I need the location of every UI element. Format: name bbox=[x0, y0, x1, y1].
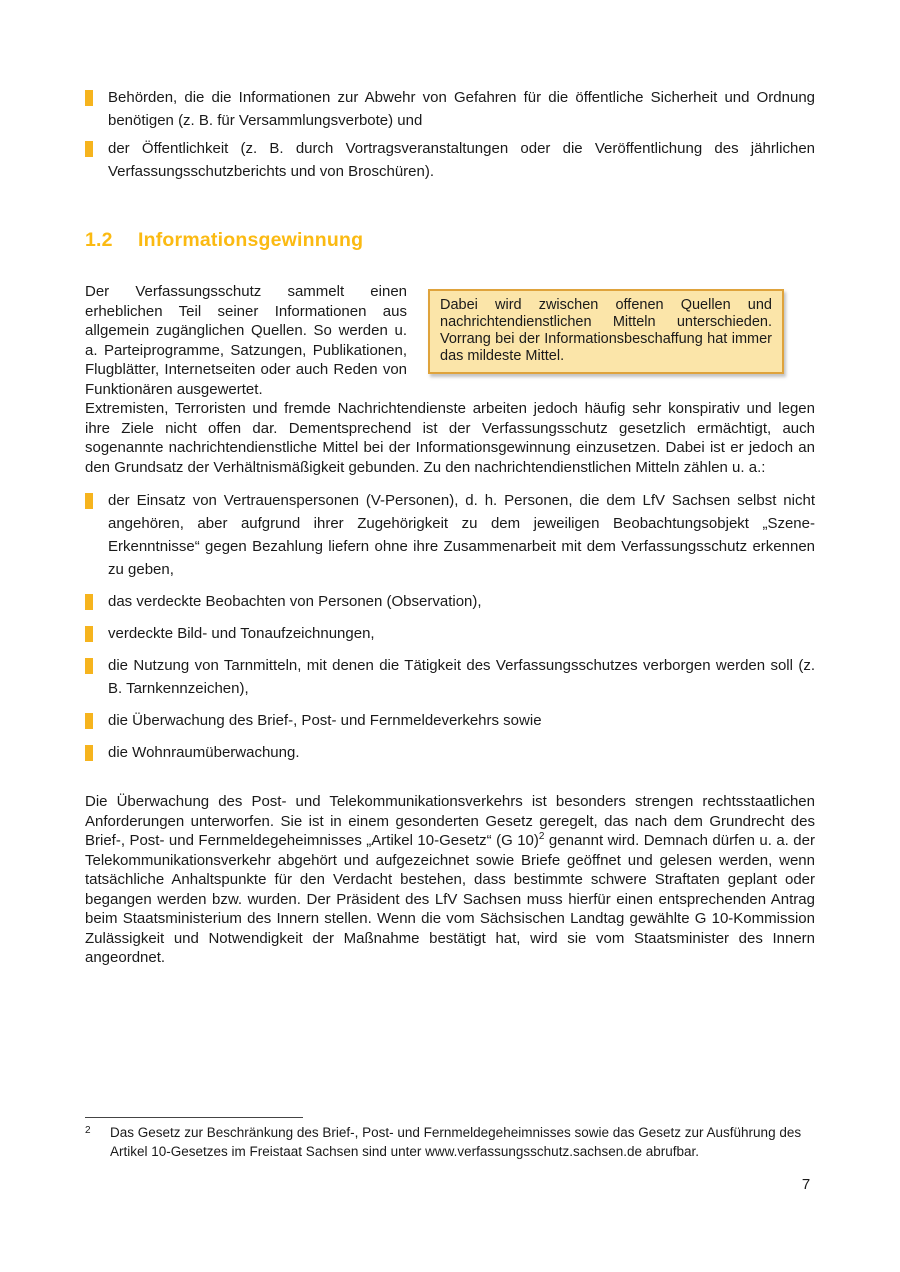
square-bullet-icon bbox=[85, 713, 93, 729]
document-content bbox=[85, 86, 815, 968]
intro-paragraph: Der Verfassungsschutz sammelt einen erheblichen Teil seiner Informationen aus allgemein zugänglichen Quellen. So werden u. a. Parteiprogramme, Satzungen, Publikationen, Flugblätter, Internetseiten oder auch Reden von Funktionären ausgewertet. bbox=[85, 283, 407, 398]
bullet-text: die Nutzung von Tarnmitteln, mit denen die Tätigkeit des Verfassungsschutzes verborgen werden soll (z. B. Tarnkennzeichen), bbox=[108, 657, 815, 697]
footnote-text: Das Gesetz zur Beschränkung des Brief-, Post- und Fernmeldegeheimnisses sowie das Gesetz zur Ausführung des Artikel 10-Gesetzes im Freistaat Sachsen sind unter www.verfassungsschutz.sachsen.de abrufbar. bbox=[110, 1125, 802, 1159]
footnote-body bbox=[85, 1124, 815, 1161]
footnote-separator bbox=[85, 1117, 303, 1118]
section-title: Informationsgewinnung bbox=[138, 229, 364, 251]
list-item bbox=[85, 590, 815, 613]
square-bullet-icon bbox=[85, 626, 93, 642]
square-bullet-icon bbox=[85, 90, 93, 106]
closing-text-after: genannt wird. Demnach dürfen u. a. der Telekommunikationsverkehr abgehört und aufgezeichnet sowie Briefe geöffnet und gelesen werden, wenn tatsächliche Anhaltspunkte für den Verdacht bestehen, dass bestimmte schwere Straftaten geplant oder begangen werden bzw. wurden. Der Präsident des LfV Sachsen muss hierfür einen entsprechenden Antrag beim Staatsministerium des Innern stellen. Wenn die vom Sächsischen Landtag gewählte G 10-Kommission Zulässigkeit und Notwendigkeit der Maßnahme bestätigt hat, wird sie vom Staatsminister des Innern angeordnet. bbox=[85, 832, 815, 966]
footnote-marker: 2 bbox=[85, 1125, 91, 1136]
square-bullet-icon bbox=[85, 493, 93, 509]
intro-with-callout bbox=[85, 282, 815, 399]
footnote-reference: 2 bbox=[538, 831, 545, 842]
square-bullet-icon bbox=[85, 141, 93, 157]
square-bullet-icon bbox=[85, 658, 93, 674]
bullet-text: die Wohnraumüberwachung. bbox=[108, 744, 300, 761]
list-item bbox=[85, 654, 815, 700]
list-item bbox=[85, 622, 815, 645]
list-item bbox=[85, 137, 815, 183]
paragraph-conspiracy: Extremisten, Terroristen und fremde Nachrichtendienste arbeiten jedoch häufig sehr konspirativ und legen ihre Ziele nicht offen dar. Dementsprechend ist der Verfassungsschutz gesetzlich ermächtigt, auch sogenannte nachrichtendienstliche Mittel bei der Informationsgewinnung einzusetzen. Dabei ist er jedoch an den Grundsatz der Verhältnismäßigkeit gebunden. Zu den nachrichtendienstlichen Mitteln zählen u. a.: bbox=[85, 400, 815, 476]
bullet-text: verdeckte Bild- und Tonaufzeichnungen, bbox=[108, 625, 375, 642]
list-item bbox=[85, 489, 815, 581]
closing-paragraph bbox=[85, 792, 815, 968]
bullet-text: Behörden, die die Informationen zur Abwehr von Gefahren für die öffentliche Sicherheit und Ordnung benötigen (z. B. für Versammlungsverbote) und bbox=[108, 89, 815, 129]
callout-box bbox=[428, 289, 784, 374]
list-item bbox=[85, 709, 815, 732]
bullet-text: das verdeckte Beobachten von Personen (Observation), bbox=[108, 593, 482, 610]
footnote bbox=[85, 1117, 815, 1161]
section-heading bbox=[85, 229, 815, 252]
bullet-text: der Öffentlichkeit (z. B. durch Vortragsveranstaltungen oder die Veröffentlichung des jährlichen Verfassungsschutzberichts und von Broschüren). bbox=[108, 140, 815, 180]
bullet-text: die Überwachung des Brief-, Post- und Fernmeldeverkehrs sowie bbox=[108, 712, 542, 729]
square-bullet-icon bbox=[85, 594, 93, 610]
list-item bbox=[85, 741, 815, 764]
intro-bullet-list bbox=[85, 86, 815, 183]
square-bullet-icon bbox=[85, 745, 93, 761]
closing-text-before: Die Überwachung des Post- und Telekommunikationsverkehrs ist besonders strengen rechtsstaatlichen Anforderungen unterworfen. Sie ist in einem gesonderten Gesetz geregelt, das nach dem Grundrecht des Brief-, Post- und Fernmeldegeheimnisses „Artikel 10-Gesetz“ (G 10) bbox=[85, 793, 815, 849]
methods-bullet-list bbox=[85, 489, 815, 764]
bullet-text: der Einsatz von Vertrauenspersonen (V-Personen), d. h. Personen, die dem LfV Sachsen selbst nicht angehören, aber aufgrund ihrer Zugehörigkeit zu dem jeweiligen Beobachtungsobjekt „Szene-Erkenntnisse“ gegen Bezahlung liefern ohne ihre Zusammenarbeit mit dem Verfassungsschutz erkennen zu geben, bbox=[108, 492, 815, 578]
section-number: 1.2 bbox=[85, 229, 113, 251]
page-number: 7 bbox=[801, 1176, 811, 1193]
list-item bbox=[85, 86, 815, 132]
callout-text: Dabei wird zwischen offenen Quellen und nachrichtendienstlichen Mitteln unterschieden. Vorrang bei der Informationsbeschaffung hat immer das mildeste Mittel. bbox=[440, 297, 772, 364]
